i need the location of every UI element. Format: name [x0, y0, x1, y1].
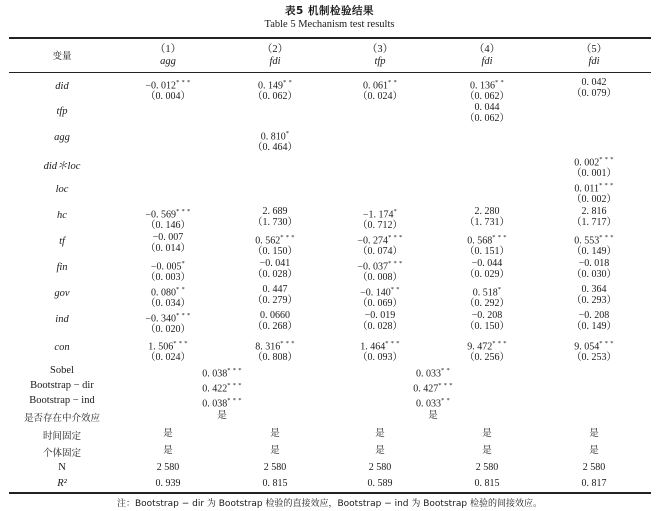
standard-error: （1. 717）	[571, 217, 617, 228]
row-label-5: hc	[57, 210, 67, 221]
coefficient-cell	[220, 206, 330, 228]
footer-cell: 0. 589	[367, 478, 393, 489]
significance-stars: * *	[175, 286, 186, 293]
significance-stars: * *	[390, 286, 400, 293]
significance-stars: * * *	[599, 182, 614, 189]
coefficient-value	[220, 128, 330, 142]
coefficient-number: 0. 447	[262, 284, 288, 295]
footer-cell: 0. 817	[581, 478, 607, 489]
coefficient-cell	[325, 284, 435, 309]
coefficient-value	[113, 77, 223, 91]
coefficient-value	[325, 206, 435, 220]
coefficient-value	[432, 77, 542, 91]
standard-error: （1. 731）	[464, 217, 510, 228]
footer-cell: 是	[163, 445, 173, 456]
coefficient-number: −0. 044	[471, 258, 503, 269]
standard-error: （0. 093）	[357, 352, 403, 364]
row-label-4: loc	[55, 184, 69, 195]
coefficient-number: −1. 174	[362, 209, 394, 221]
footer-cell: 2 580	[263, 462, 287, 473]
standard-error: （0. 024）	[145, 352, 191, 364]
column-number: （4）	[473, 44, 501, 55]
column-dependent-variable: agg	[160, 56, 176, 67]
coefficient-value	[220, 77, 330, 91]
coefficient-value	[539, 338, 649, 352]
significance-stars: * * *	[599, 234, 614, 241]
significance-stars: * * *	[176, 312, 191, 319]
coefficient-number: 2. 280	[474, 206, 500, 217]
coefficient-value	[539, 232, 649, 246]
standard-error: （0. 074）	[357, 246, 403, 258]
standard-error: （0. 008）	[357, 272, 403, 284]
coefficient-value	[539, 206, 649, 217]
mediation-exists-right: 是	[428, 410, 438, 421]
footer-cell: 0. 815	[262, 478, 288, 489]
coefficient-number: −0. 140	[360, 287, 391, 299]
standard-error: （0. 020）	[145, 324, 191, 336]
significance-stars: * * *	[227, 382, 242, 389]
coefficient-cell	[113, 77, 223, 102]
significance-stars: *	[497, 286, 502, 293]
mediation-number: 0. 033	[415, 398, 441, 410]
mediation-label-sobel: Sobel	[50, 365, 74, 376]
column-dependent-variable: tfp	[374, 56, 386, 67]
significance-stars: * * *	[492, 234, 507, 241]
coefficient-number: 0. 553	[574, 235, 600, 247]
footer-label-3	[8, 478, 116, 489]
coefficient-cell	[432, 77, 542, 102]
coefficient-number: 0. 042	[581, 77, 607, 88]
significance-stars: * * *	[176, 208, 191, 215]
standard-error: （0. 003）	[145, 272, 191, 284]
coefficient-number: 9. 054	[574, 341, 600, 353]
standard-error: （0. 253）	[571, 352, 617, 364]
standard-error: （0. 293）	[571, 295, 617, 306]
coefficient-cell	[432, 232, 542, 257]
coefficient-number: −0. 569	[145, 209, 177, 221]
coefficient-cell	[432, 338, 542, 363]
coefficient-number: 0. 810	[260, 131, 286, 143]
coefficient-number: −0. 208	[471, 310, 503, 321]
footer-cell: 是	[589, 445, 599, 456]
standard-error: （0. 150）	[252, 246, 298, 258]
coefficient-number: 1. 464	[360, 341, 386, 353]
mediation-exists-left: 是	[217, 410, 227, 421]
significance-stars: * * *	[173, 340, 188, 347]
coefficient-value	[325, 338, 435, 352]
standard-error: （0. 149）	[571, 246, 617, 258]
significance-stars: *	[181, 260, 186, 267]
mediation-number: 0. 038	[202, 398, 228, 410]
row-label-7: fin	[56, 262, 68, 273]
footer-cell: 0. 939	[155, 478, 181, 489]
coefficient-number: 0. 136	[469, 80, 495, 92]
coefficient-value	[113, 338, 223, 352]
standard-error: （0. 079）	[571, 88, 617, 99]
coefficient-number: −0. 018	[578, 258, 610, 269]
coefficient-value	[220, 338, 330, 352]
coefficient-cell	[539, 154, 649, 179]
coefficient-value	[432, 232, 542, 246]
standard-error: （0. 028）	[357, 321, 403, 332]
mediation-right-sobel	[378, 365, 488, 379]
footer-cell: 是	[375, 445, 385, 456]
standard-error: （0. 149）	[571, 321, 617, 332]
coefficient-value	[432, 102, 542, 113]
coefficient-number: 0. 080	[150, 287, 176, 299]
row-label-9: ind	[55, 314, 69, 325]
coefficient-cell	[325, 310, 435, 332]
standard-error: （0. 028）	[252, 269, 298, 280]
standard-error: （0. 069）	[357, 298, 403, 310]
coefficient-value	[325, 284, 435, 298]
standard-error: （0. 029）	[464, 269, 510, 280]
coefficient-value	[113, 258, 223, 272]
coefficient-value	[325, 258, 435, 272]
coefficient-cell	[432, 258, 542, 280]
coefficient-value	[539, 77, 649, 88]
footer-cell: 0. 815	[474, 478, 500, 489]
coefficient-cell	[220, 232, 330, 257]
coefficient-value	[113, 232, 223, 243]
coefficient-value	[539, 180, 649, 194]
footer-cell: 2 580	[368, 462, 392, 473]
standard-error: （0. 292）	[464, 298, 510, 310]
footer-cell: 是	[589, 428, 599, 439]
mediation-number: 0. 033	[415, 368, 441, 380]
footer-cell: 是	[270, 445, 280, 456]
coefficient-value	[325, 232, 435, 246]
coefficient-cell	[220, 77, 330, 102]
mediation-label-exists: 是否存在中介效应	[23, 413, 100, 424]
coefficient-number: −0. 019	[364, 310, 396, 321]
significance-stars: * * *	[599, 156, 614, 163]
coefficient-cell	[432, 310, 542, 332]
coefficient-number: −0. 340	[145, 313, 177, 325]
row-label-1: tfp	[56, 106, 68, 117]
standard-error: （0. 004）	[145, 91, 191, 103]
coefficient-cell	[220, 338, 330, 363]
coefficient-value	[220, 232, 330, 246]
standard-error: （1. 730）	[252, 217, 298, 228]
footer-cell: 是	[270, 428, 280, 439]
table-title-cn: 表5 机制检验结果	[285, 5, 374, 17]
mediation-number: 0. 422	[202, 383, 228, 395]
significance-stars: * *	[387, 79, 398, 86]
footer-cell: 是	[482, 428, 492, 439]
coefficient-number: 0. 002	[574, 157, 600, 169]
coefficient-cell	[432, 284, 542, 309]
standard-error: （0. 030）	[571, 269, 617, 280]
standard-error: （0. 712）	[357, 220, 403, 232]
coefficient-cell	[325, 232, 435, 257]
coefficient-number: 0. 562	[255, 235, 281, 247]
standard-error: （0. 002）	[571, 194, 617, 206]
standard-error: （0. 146）	[145, 220, 191, 232]
coefficient-value	[539, 310, 649, 321]
coefficient-number: 2. 689	[262, 206, 288, 217]
column-dependent-variable: fdi	[269, 56, 281, 67]
coefficient-cell	[325, 77, 435, 102]
mediation-left-dir	[167, 380, 277, 394]
column-number: （2）	[261, 44, 289, 55]
significance-stars: * * *	[227, 397, 242, 404]
standard-error: （0. 062）	[464, 91, 510, 103]
standard-error: （0. 464）	[252, 142, 298, 154]
column-number: （3）	[366, 44, 394, 55]
standard-error: （0. 150）	[464, 321, 510, 332]
footer-cell: 2 580	[582, 462, 606, 473]
significance-stars: * * *	[438, 382, 453, 389]
column-dependent-variable: fdi	[588, 56, 600, 67]
coefficient-number: 0. 0660	[260, 310, 290, 321]
coefficient-cell	[220, 284, 330, 306]
coefficient-cell	[325, 206, 435, 231]
coefficient-cell	[432, 102, 542, 124]
mediation-left-sobel	[167, 365, 277, 379]
significance-stars: * * *	[385, 340, 400, 347]
coefficient-value	[220, 258, 330, 269]
standard-error: （0. 808）	[252, 352, 298, 364]
mediation-number: 0. 038	[202, 368, 228, 380]
significance-stars: * * *	[280, 234, 295, 241]
coefficient-number: −0. 007	[152, 232, 184, 243]
column-number: （1）	[154, 44, 182, 55]
coefficient-value	[220, 310, 330, 321]
coefficient-cell	[113, 206, 223, 231]
footer-label-1: 个体固定	[42, 448, 81, 459]
standard-error: （0. 279）	[252, 295, 298, 306]
footer-cell: 是	[375, 428, 385, 439]
footer-cell: 2 580	[156, 462, 180, 473]
coefficient-cell	[539, 258, 649, 280]
standard-error: （0. 034）	[145, 298, 191, 310]
standard-error: （0. 151）	[464, 246, 510, 258]
significance-stars: * *	[282, 79, 293, 86]
significance-stars: * * *	[388, 234, 403, 241]
mediation-label-dir: Bootstrap − dir	[30, 380, 94, 391]
standard-error: （0. 014）	[145, 243, 191, 254]
coefficient-cell	[539, 338, 649, 363]
coefficient-value	[432, 310, 542, 321]
standard-error: （0. 268）	[252, 321, 298, 332]
significance-stars: * * *	[388, 260, 403, 267]
coefficient-number: 0. 044	[474, 102, 500, 113]
coefficient-number: 9. 472	[467, 341, 493, 353]
coefficient-number: 0. 364	[581, 284, 607, 295]
coefficient-value	[325, 310, 435, 321]
standard-error: （0. 024）	[357, 91, 403, 103]
coefficient-cell	[539, 232, 649, 257]
coefficient-cell	[113, 338, 223, 363]
coefficient-cell	[220, 128, 330, 153]
coefficient-value	[220, 284, 330, 295]
footer-label-2: N	[58, 462, 66, 473]
mediation-left-ind	[167, 395, 277, 409]
standard-error: （0. 256）	[464, 352, 510, 364]
row-label-3: did＊loc	[43, 161, 81, 172]
coefficient-cell	[325, 338, 435, 363]
coefficient-cell	[539, 180, 649, 205]
coefficient-value	[220, 206, 330, 217]
coefficient-number: −0. 274	[357, 235, 389, 247]
column-number: （5）	[580, 44, 608, 55]
coefficient-value	[113, 206, 223, 220]
coefficient-value	[325, 77, 435, 91]
coefficient-number: −0. 012	[145, 80, 177, 92]
coefficient-value	[432, 206, 542, 217]
coefficient-cell	[220, 310, 330, 332]
footer-label-0: 时间固定	[42, 431, 81, 442]
significance-stars: * * *	[280, 340, 295, 347]
significance-stars: * * *	[176, 79, 191, 86]
mediation-label-ind: Bootstrap − ind	[29, 395, 95, 406]
row-label-6: tf	[59, 236, 65, 247]
significance-stars: * * *	[227, 367, 242, 374]
coefficient-cell	[220, 258, 330, 280]
mediation-number: 0. 427	[413, 383, 439, 395]
header-rule	[9, 72, 651, 73]
footer-label-text: R²	[57, 478, 67, 489]
row-label-2: agg	[54, 132, 70, 143]
significance-stars: * *	[440, 397, 451, 404]
coefficient-value	[432, 258, 542, 269]
coefficient-number: −0. 041	[259, 258, 291, 269]
coefficient-number: 8. 316	[255, 341, 281, 353]
coefficient-number: 0. 061	[362, 80, 388, 92]
table-note: 注：Bootstrap − dir 为 Bootstrap 检验的直接效应，Bootstrap − ind 为 Bootstrap 检验的间接效应。	[117, 499, 542, 509]
significance-stars: *	[285, 130, 290, 137]
coefficient-number: −0. 037	[357, 261, 389, 273]
footer-cell: 是	[482, 445, 492, 456]
row-label-0: did	[55, 81, 69, 92]
coefficient-number: 0. 149	[257, 80, 283, 92]
coefficient-cell	[539, 284, 649, 306]
footer-cell: 是	[163, 428, 173, 439]
coefficient-number: 0. 518	[472, 287, 498, 299]
coefficient-cell	[539, 206, 649, 228]
row-label-8: gov	[54, 288, 70, 299]
footer-cell: 2 580	[475, 462, 499, 473]
coefficient-cell	[432, 206, 542, 228]
significance-stars: *	[393, 208, 398, 215]
coefficient-value	[432, 284, 542, 298]
standard-error: （0. 062）	[252, 91, 298, 103]
coefficient-number: 0. 568	[467, 235, 493, 247]
coefficient-value	[539, 258, 649, 269]
coefficient-cell	[113, 232, 223, 254]
column-dependent-variable: fdi	[481, 56, 493, 67]
top-rule	[9, 37, 651, 39]
coefficient-cell	[113, 258, 223, 283]
table-title-en: Table 5 Mechanism test results	[264, 19, 395, 30]
significance-stars: * * *	[492, 340, 507, 347]
coefficient-value	[432, 338, 542, 352]
coefficient-value	[113, 310, 223, 324]
coefficient-cell	[325, 258, 435, 283]
header-variable-label: 变量	[52, 51, 72, 62]
coefficient-number: 2. 816	[581, 206, 607, 217]
coefficient-value	[539, 284, 649, 295]
mediation-right-ind	[378, 395, 488, 409]
coefficient-cell	[113, 284, 223, 309]
coefficient-number: −0. 005	[150, 261, 182, 273]
coefficient-number: 0. 011	[574, 183, 600, 195]
coefficient-value	[113, 284, 223, 298]
coefficient-cell	[113, 310, 223, 335]
mediation-right-dir	[378, 380, 488, 394]
standard-error: （0. 062）	[464, 113, 510, 124]
significance-stars: * *	[440, 367, 451, 374]
coefficient-cell	[539, 77, 649, 99]
row-label-10: con	[54, 342, 70, 353]
coefficient-cell	[539, 310, 649, 332]
significance-stars: * *	[494, 79, 505, 86]
bottom-rule	[9, 492, 651, 494]
coefficient-number: −0. 208	[578, 310, 610, 321]
significance-stars: * * *	[599, 340, 614, 347]
coefficient-value	[539, 154, 649, 168]
coefficient-number: 1. 506	[148, 341, 174, 353]
standard-error: （0. 001）	[571, 168, 617, 180]
